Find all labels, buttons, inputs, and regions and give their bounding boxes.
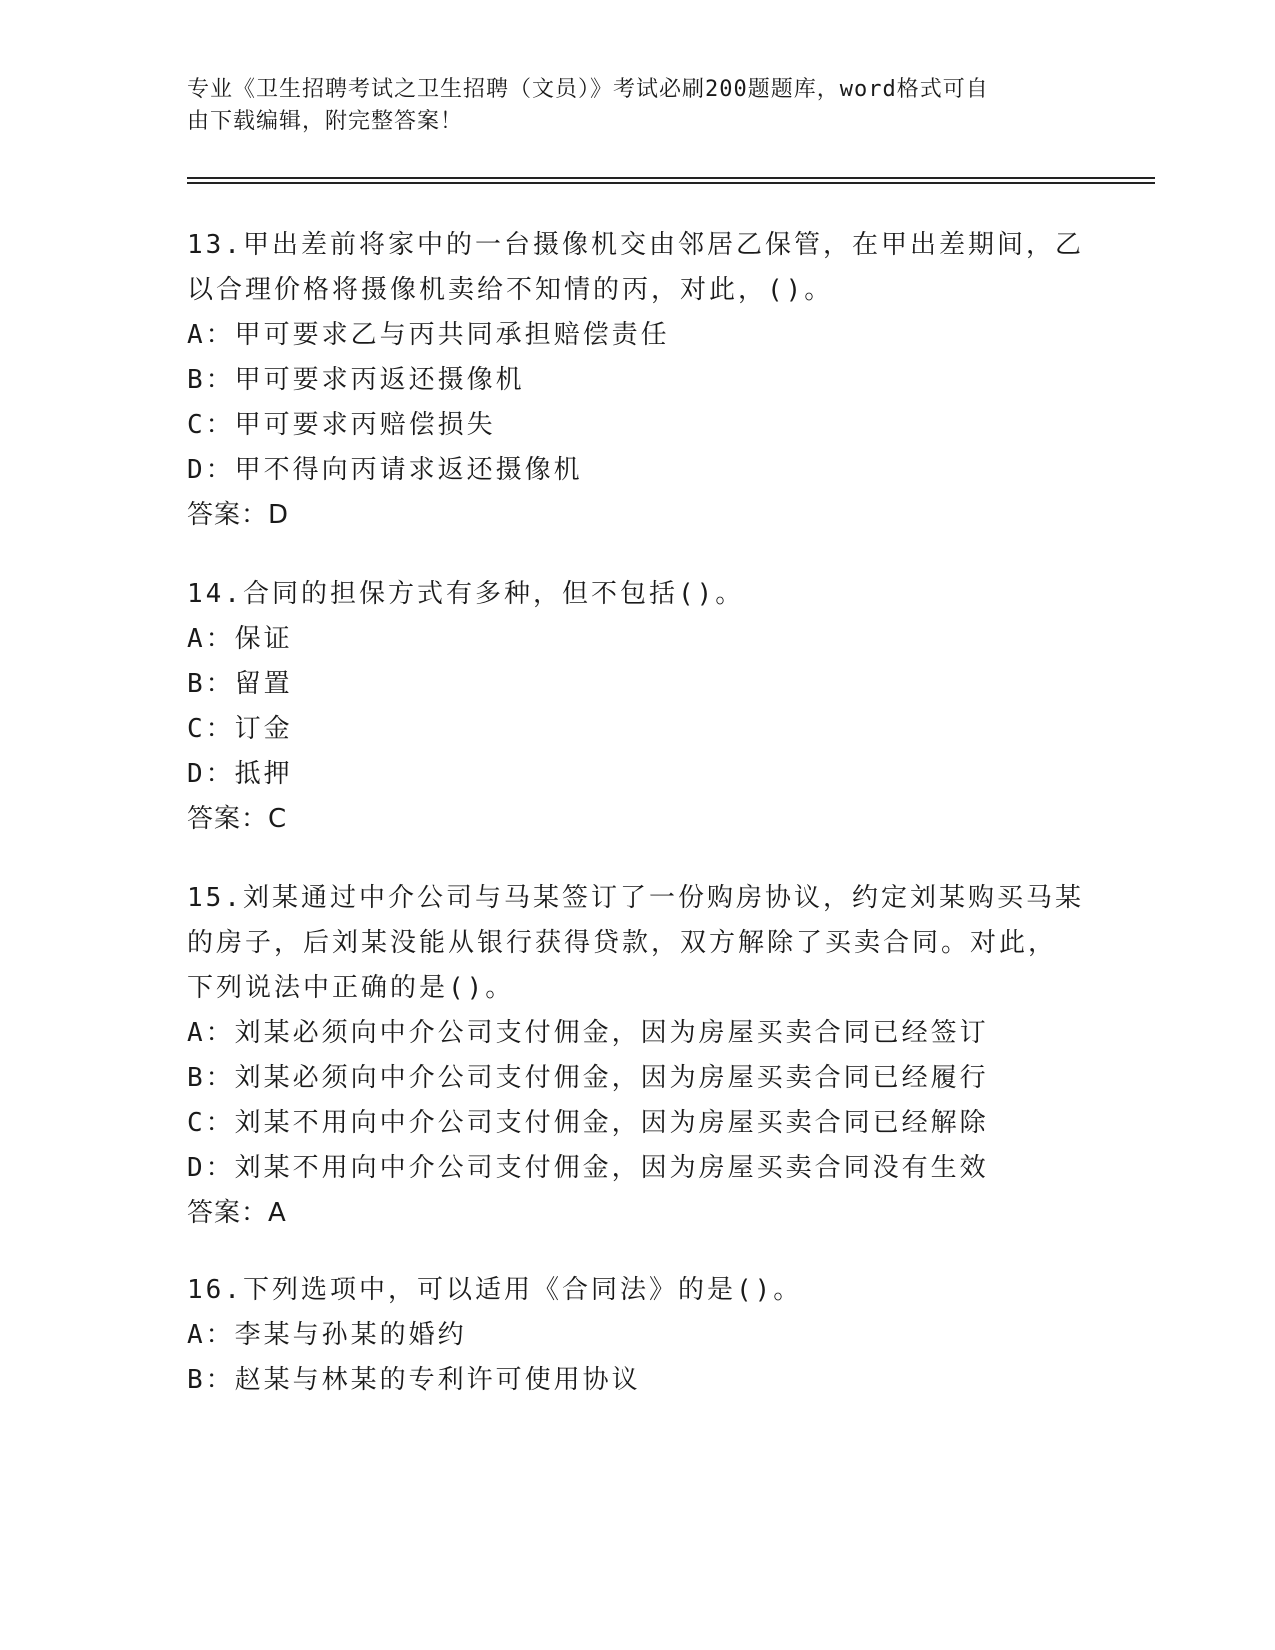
option-b: B：刘某必须向中介公司支付佣金，因为房屋买卖合同已经履行 [187, 1063, 989, 1093]
option-d: D：甲不得向丙请求返还摄像机 [187, 455, 583, 485]
answer-label: 答案：C [187, 804, 288, 834]
question-stem-line: 16.下列选项中，可以适用《合同法》的是()。 [187, 1275, 803, 1305]
option-c: C：订金 [187, 714, 293, 744]
answer-label: 答案：A [187, 1198, 287, 1228]
question-stem-line: 下列说法中正确的是()。 [187, 973, 515, 1003]
option-b: B：甲可要求丙返还摄像机 [187, 365, 525, 395]
question-14 [187, 572, 1087, 842]
option-a: A：刘某必须向中介公司支付佣金，因为房屋买卖合同已经签订 [187, 1018, 989, 1048]
question-stem-line: 15.刘某通过中介公司与马某签订了一份购房协议，约定刘某购买马某 [187, 883, 1084, 913]
option-c: C：甲可要求丙赔偿损失 [187, 410, 496, 440]
question-stem-line: 14.合同的担保方式有多种，但不包括()。 [187, 579, 745, 609]
option-b: B：赵某与林某的专利许可使用协议 [187, 1365, 641, 1395]
option-a: A：李某与孙某的婚约 [187, 1320, 467, 1350]
header-divider-top [187, 177, 1155, 179]
option-c: C：刘某不用向中介公司支付佣金，因为房屋买卖合同已经解除 [187, 1108, 989, 1138]
question-stem-line: 的房子，后刘某没能从银行获得贷款，双方解除了买卖合同。对此， [187, 928, 1058, 958]
header-line-2: 由下载编辑，附完整答案！ [187, 109, 464, 134]
option-a: A：保证 [187, 624, 293, 654]
option-d: D：抵押 [187, 759, 293, 789]
document-header [187, 74, 1067, 138]
header-divider-bottom [187, 182, 1155, 184]
option-b: B：留置 [187, 669, 293, 699]
question-16 [187, 1268, 1087, 1403]
question-13 [187, 223, 1087, 538]
question-stem-line: 以合理价格将摄像机卖给不知情的丙，对此，()。 [187, 275, 834, 305]
question-stem-line: 13.甲出差前将家中的一台摄像机交由邻居乙保管，在甲出差期间，乙 [187, 230, 1084, 260]
option-d: D：刘某不用向中介公司支付佣金，因为房屋买卖合同没有生效 [187, 1153, 989, 1183]
option-a: A：甲可要求乙与丙共同承担赔偿责任 [187, 320, 670, 350]
question-15 [187, 876, 1087, 1236]
answer-label: 答案：D [187, 500, 290, 530]
header-line-1: 专业《卫生招聘考试之卫生招聘（文员）》考试必刷200题题库，word格式可自 [187, 77, 989, 102]
